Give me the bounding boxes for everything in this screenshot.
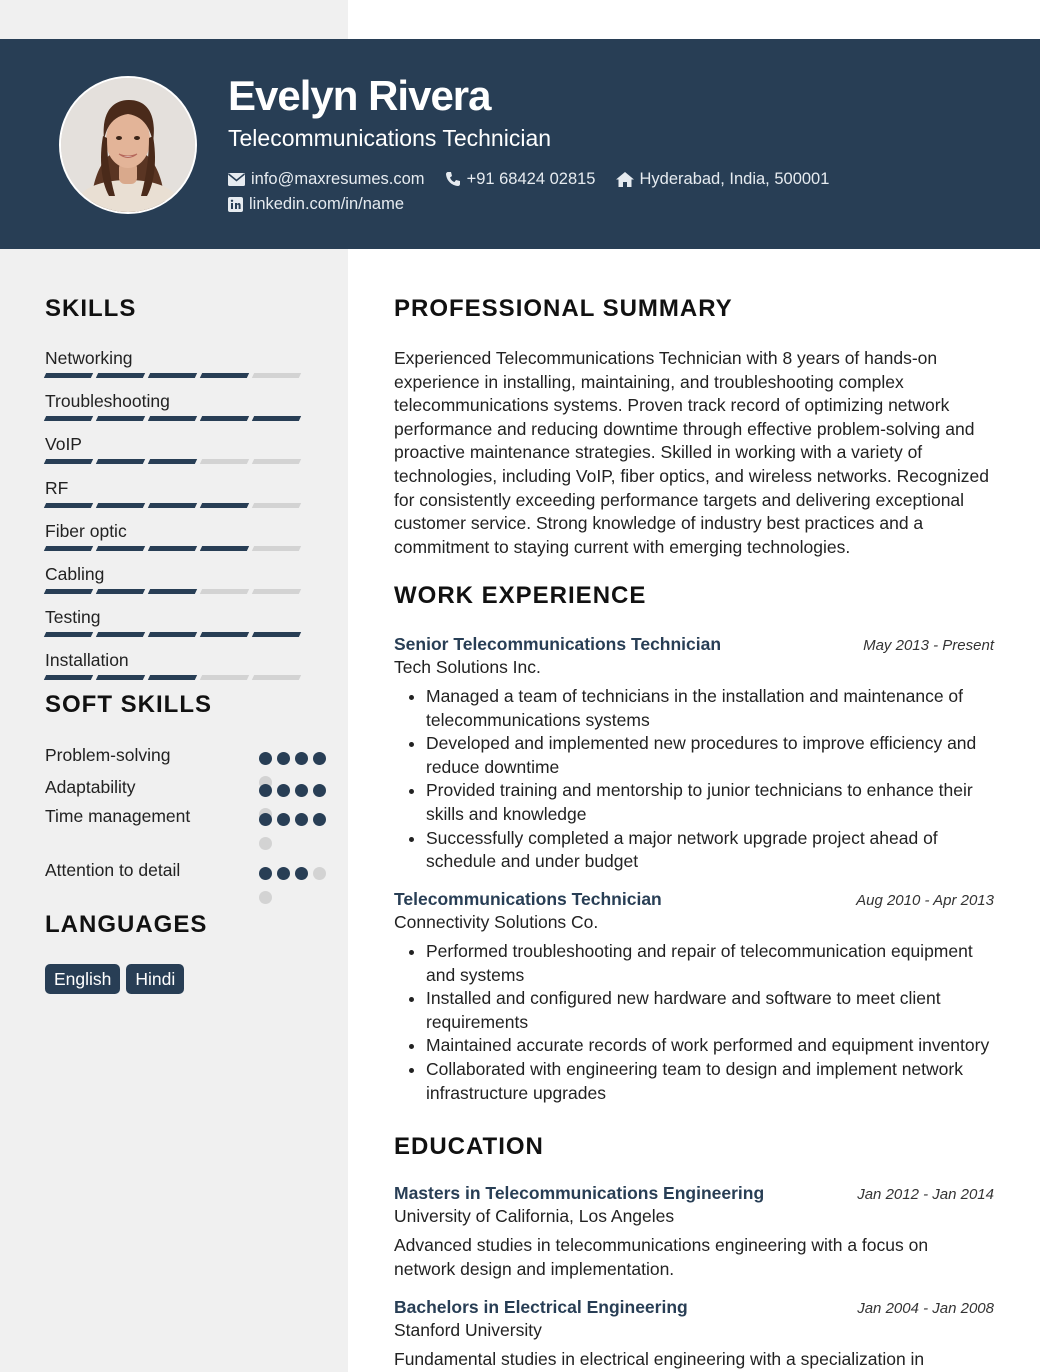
rating-dot-empty — [259, 837, 272, 850]
location-text: Hyderabad, India, 500001 — [639, 169, 830, 188]
skill-level-segment-filled — [200, 416, 249, 421]
skill-level-segment-filled — [96, 675, 145, 680]
skill-item — [45, 477, 305, 508]
skill-level-segment-empty — [252, 459, 301, 464]
school-name: Stanford University — [394, 1320, 542, 1340]
skill-level-segment-filled — [148, 632, 197, 637]
skill-level-segment-filled — [200, 546, 249, 551]
job-title: Senior Telecommunications Technician — [394, 634, 722, 654]
soft-skill-label: Adaptability — [45, 777, 136, 797]
skill-level-segment-filled — [44, 546, 93, 551]
skill-level-segment-filled — [148, 503, 197, 508]
languages-heading: LANGUAGES — [45, 911, 208, 938]
job-bullet: • Managed a team of technicians in the installation and maintenance of telecommunications systems — [426, 685, 994, 732]
linkedin-text: linkedin.com/in/name — [249, 194, 404, 213]
skill-level-segment-empty — [252, 675, 301, 680]
soft-skill-item — [45, 804, 305, 828]
soft-skills-heading: SOFT SKILLS — [45, 691, 212, 718]
education-description: Fundamental studies in electrical engineering with a specialization in — [394, 1349, 925, 1369]
skill-item — [45, 390, 305, 421]
contact-phone[interactable] — [445, 170, 596, 189]
school-name: University of California, Los Angeles — [394, 1206, 675, 1226]
skill-level-segment-filled — [44, 416, 93, 421]
skill-level-segment-empty — [252, 546, 301, 551]
rating-dot-filled — [277, 867, 290, 880]
skill-level-segment-filled — [148, 589, 197, 594]
email-text: info@maxresumes.com — [251, 169, 425, 188]
rating-dot-filled — [295, 813, 308, 826]
skill-level-bar — [45, 503, 305, 508]
phone-icon — [445, 171, 461, 187]
skill-level-segment-filled — [148, 416, 197, 421]
rating-dot-filled — [295, 752, 308, 765]
skill-level-bar — [45, 373, 305, 378]
rating-dot-filled — [259, 784, 272, 797]
rating-dot-filled — [277, 813, 290, 826]
contact-linkedin[interactable] — [228, 195, 404, 214]
job-entry — [394, 889, 994, 1105]
soft-skill-label: Problem-solving — [45, 745, 171, 765]
skill-level-segment-filled — [44, 373, 93, 378]
skill-label: Testing — [45, 607, 101, 628]
soft-skill-item — [45, 743, 305, 767]
skill-level-segment-filled — [96, 373, 145, 378]
degree-title: Masters in Telecommunications Engineering — [394, 1183, 765, 1203]
job-bullets — [394, 940, 994, 1105]
skill-level-segment-filled — [252, 632, 301, 637]
job-bullet: • Developed and implemented new procedures to improve efficiency and reduce downtime — [426, 732, 994, 779]
rating-dot-filled — [313, 784, 326, 797]
rating-dot-filled — [313, 752, 326, 765]
skill-label: VoIP — [45, 434, 82, 455]
skill-level-bar — [45, 459, 305, 464]
skill-level-segment-filled — [44, 632, 93, 637]
rating-dot-filled — [277, 784, 290, 797]
skill-label: RF — [45, 477, 69, 498]
skill-level-segment-filled — [44, 675, 93, 680]
skill-level-segment-filled — [44, 459, 93, 464]
job-company: Tech Solutions Inc. — [394, 657, 541, 677]
skill-label: Installation — [45, 650, 129, 671]
job-date: May 2013 - Present — [863, 637, 994, 654]
contact-location — [616, 170, 830, 189]
skills-heading: SKILLS — [45, 295, 137, 322]
envelope-icon — [228, 173, 245, 186]
education-date: Jan 2004 - Jan 2008 — [857, 1300, 994, 1317]
job-bullet: • Provided training and mentorship to junior technicians to enhance their skills and knowledge — [426, 779, 994, 826]
job-bullet: • Performed troubleshooting and repair of telecommunication equipment and systems — [426, 940, 994, 987]
skill-level-segment-filled — [148, 546, 197, 551]
skill-level-segment-filled — [96, 459, 145, 464]
rating-dot-filled — [259, 867, 272, 880]
skill-level-bar — [45, 546, 305, 551]
skill-level-segment-empty — [252, 373, 301, 378]
rating-dot-filled — [277, 752, 290, 765]
skill-level-segment-filled — [200, 503, 249, 508]
candidate-name: Evelyn Rivera — [228, 72, 491, 119]
soft-skill-item — [45, 858, 305, 882]
rating-dot-filled — [295, 867, 308, 880]
skill-level-bar — [45, 632, 305, 637]
education-entry — [394, 1183, 994, 1281]
skill-item — [45, 649, 305, 680]
job-bullet: • Successfully completed a major network upgrade project ahead of schedule and under budget — [426, 827, 994, 874]
skill-level-segment-filled — [200, 373, 249, 378]
skill-level-segment-filled — [148, 675, 197, 680]
skill-item — [45, 433, 305, 464]
job-bullet: • Installed and configured new hardware and software to meet client requirements — [426, 987, 994, 1034]
experience-heading: WORK EXPERIENCE — [394, 582, 647, 609]
skill-level-segment-empty — [200, 675, 249, 680]
skill-level-segment-filled — [96, 546, 145, 551]
skill-level-segment-filled — [252, 416, 301, 421]
job-title: Telecommunications Technician — [394, 889, 662, 909]
skill-item — [45, 347, 305, 378]
skill-level-segment-filled — [148, 459, 197, 464]
skill-label: Fiber optic — [45, 520, 127, 541]
skill-level-segment-empty — [200, 589, 249, 594]
profile-photo — [59, 76, 197, 214]
job-bullet: • Maintained accurate records of work performed and equipment inventory — [426, 1034, 994, 1058]
skill-label: Cabling — [45, 564, 105, 584]
job-bullet: • Collaborated with engineering team to design and implement network infrastructure upgrades — [426, 1058, 994, 1105]
rating-dot-filled — [313, 813, 326, 826]
skill-level-segment-filled — [96, 503, 145, 508]
phone-text: +91 68424 02815 — [466, 169, 596, 188]
resume-header — [0, 39, 1040, 249]
job-company: Connectivity Solutions Co. — [394, 912, 599, 932]
education-heading: EDUCATION — [394, 1133, 544, 1160]
linkedin-icon — [228, 197, 243, 212]
skill-level-segment-filled — [44, 589, 93, 594]
skill-level-segment-empty — [252, 589, 301, 594]
soft-skill-label: Time management — [45, 806, 191, 826]
language-badge: Hindi — [126, 964, 184, 994]
rating-dot-filled — [259, 752, 272, 765]
job-entry — [394, 634, 994, 874]
rating-dot-filled — [295, 784, 308, 797]
skill-level-segment-filled — [96, 416, 145, 421]
skill-level-segment-filled — [96, 589, 145, 594]
education-description: Advanced studies in telecommunications engineering with a focus on network design and implementation. — [394, 1235, 929, 1279]
skill-level-segment-filled — [96, 632, 145, 637]
skill-label: Troubleshooting — [45, 391, 170, 412]
soft-skill-label: Attention to detail — [45, 860, 181, 880]
candidate-title: Telecommunications Technician — [228, 125, 552, 151]
job-date: Aug 2010 - Apr 2013 — [856, 892, 994, 909]
job-bullets — [394, 685, 994, 874]
summary-heading: PROFESSIONAL SUMMARY — [394, 295, 733, 322]
rating-dot-empty — [259, 891, 272, 904]
contact-email[interactable] — [228, 170, 425, 189]
languages-list — [45, 964, 184, 994]
skill-level-segment-empty — [252, 503, 301, 508]
rating-dot-filled — [259, 813, 272, 826]
home-icon — [616, 172, 634, 187]
skill-level-segment-filled — [148, 373, 197, 378]
skill-level-bar — [45, 675, 305, 680]
skill-label: Networking — [45, 348, 133, 368]
contact-info — [228, 167, 849, 217]
skill-item — [45, 520, 305, 551]
skill-item — [45, 563, 305, 594]
skill-level-bar — [45, 589, 305, 594]
soft-skill-item — [45, 775, 305, 799]
skill-level-segment-filled — [200, 632, 249, 637]
soft-skill-rating — [259, 862, 339, 910]
language-badge: English — [45, 964, 120, 994]
skill-level-bar — [45, 416, 305, 421]
summary-text: Experienced Telecommunications Technician with 8 years of hands-on experience in installing, maintaining, and troubleshooting complex telecommunications systems. Proven track record of optimizing network performance and reducing downtime through effective problem-solving and proactive maintenance strategies. Skilled in working with a variety of technologies, including VoIP, fiber optics, and wireless networks. Recognized for consistently exceeding performance targets and delivering exceptional customer service. Strong knowledge of industry best practices and a commitment to staying current with emerging technologies. — [394, 348, 990, 557]
rating-dot-empty — [313, 867, 326, 880]
soft-skill-rating — [259, 808, 339, 856]
degree-title: Bachelors in Electrical Engineering — [394, 1297, 688, 1317]
education-date: Jan 2012 - Jan 2014 — [857, 1186, 994, 1203]
skill-level-segment-empty — [200, 459, 249, 464]
skill-item — [45, 606, 305, 637]
education-entry — [394, 1297, 994, 1372]
skill-level-segment-filled — [44, 503, 93, 508]
